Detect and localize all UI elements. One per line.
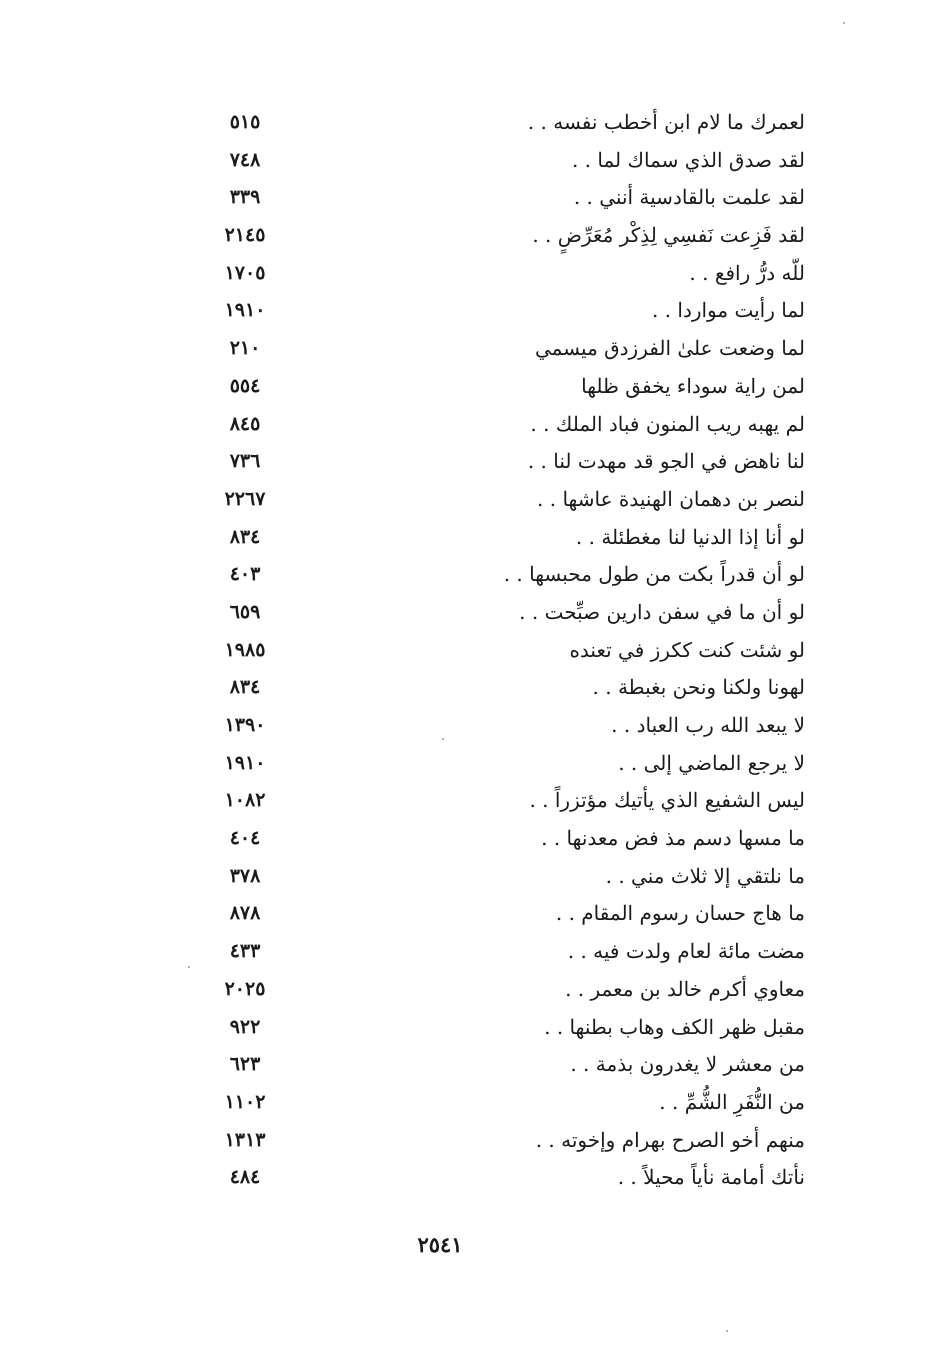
index-entry [180,292,805,330]
verse-reference-number: ٢٠٢٥ [224,977,266,1000]
index-entry [180,745,805,783]
verse-incipit: ما مسها دسم مذ فض معدنها . . [541,826,805,851]
verse-reference-number: ١٣٩٠ [224,714,266,736]
index-entry [180,895,805,933]
verse-reference-number: ٨٣٤ [229,676,261,699]
index-entry [180,820,805,858]
verse-reference-number: ١٩١٠ [224,751,266,774]
verse-reference-number: ٩٢٢ [229,1015,261,1038]
verse-incipit: لو شئت كنت ككرز في تعنده [569,637,805,662]
index-entry [180,142,805,180]
verse-incipit: ليس الشفيع الذي يأتيك مؤتزراً . . [529,788,805,813]
verse-incipit: للّه درُّ رافع . . [689,260,805,285]
verse-reference-number: ٤٣٣ [229,940,261,963]
verse-reference-number: ٥٥٤ [229,374,261,397]
index-entry [180,368,805,406]
verse-reference-number: ٨٧٨ [229,902,261,925]
verse-reference-number: ٣٣٩ [229,186,261,209]
verse-incipit: ما هاج حسان رسوم المقام . . [555,901,805,926]
index-entry [180,556,805,594]
verse-incipit: لمن راية سوداء يخفق ظلها [581,373,805,398]
index-entry [180,594,805,632]
index-entry [180,1159,805,1197]
scan-speck [726,1330,728,1332]
verse-reference-number: ٢١٠ [229,337,261,360]
index-entry [180,104,805,142]
verse-reference-number: ١١٠٢ [224,1090,266,1113]
verse-incipit: لما رأيت مواردا . . [651,298,805,323]
index-entry [180,1009,805,1047]
index-entry [180,971,805,1009]
index-entry [180,217,805,255]
verse-reference-number: ٢١٤٥ [224,224,266,247]
verse-reference-number: ٣٧٨ [229,864,261,887]
scan-speck [843,22,845,24]
verse-incipit: معاوي أكرم خالد بن معمر . . [565,976,805,1001]
verse-reference-number: ٤٠٣ [229,563,261,586]
index-entry [180,632,805,670]
index-entry [180,1046,805,1084]
verse-reference-number: ٨٤٥ [229,412,261,435]
verse-reference-number: ٤٨٤ [229,1166,261,1189]
verse-reference-number: ٢٢٦٧ [224,487,266,510]
index-entry [180,1122,805,1160]
index-entry [180,255,805,293]
verse-incipit: منهم أخو الصرح بهرام وإخوته . . [535,1127,805,1152]
verse-incipit: مضت مائة لعام ولدت فيه . . [567,939,805,964]
index-entry [180,406,805,444]
verse-reference-number: ١٩١٠ [224,299,266,322]
index-entry [180,481,805,519]
verse-incipit: لنصر بن دهمان الهنيدة عاشها . . [537,486,805,511]
verse-reference-number: ٦٢٣ [229,1053,261,1076]
index-entry [180,669,805,707]
verse-reference-number: ٥١٥ [229,111,261,133]
verse-incipit: لقد فَزِعت نَفسِي لِذِكْر مُعَرِّضٍ . . [532,223,805,248]
verse-reference-number: ٤٠٤ [229,827,261,850]
index-entry [180,519,805,557]
verse-incipit: مقبل ظهر الكف وهاب بطنها . . [544,1014,805,1039]
index-entry [180,858,805,896]
verse-incipit: لنا ناهض في الجو قد مهدت لنا . . [527,449,805,474]
verse-incipit: لو أن قدراً بكت من طول محبسها . . [503,562,805,587]
verse-incipit: لا يرجع الماضي إلى . . [618,750,805,775]
verse-incipit: لقد علمت بالقادسية أنني . . [573,185,805,210]
verse-reference-number: ٧٣٦ [229,450,261,473]
scan-speck [188,966,190,968]
verse-reference-number: ١٠٨٢ [224,789,266,812]
verse-incipit: من النُّفَرِ الشُّمِّ . . [659,1089,805,1114]
verse-incipit: ما نلتقي إلا ثلاث مني . . [605,863,805,888]
verse-incipit: لقد صدق الذي سماك لما . . [571,147,805,172]
verse-incipit: من معشر لا يغدرون بذمة . . [570,1052,805,1077]
verse-incipit: لا يبعد الله رب العباد . . [611,713,805,737]
verse-incipit: لعمرك ما لام ابن أخطب نفسه . . [527,110,805,134]
verse-incipit: لم يهبه ريب المنون فباد الملك . . [530,411,805,436]
verse-reference-number: ٦٥٩ [229,600,261,623]
verse-incipit: نأتك أمامة نأياً محيلاً . . [617,1165,805,1190]
verse-incipit: لو أن ما في سفن دارين صبِّحت . . [519,599,805,624]
verse-incipit: لما وضعت علىٰ الفرزدق ميسمي [534,336,805,361]
verse-reference-number: ١٧٠٥ [224,261,266,284]
scan-speck [442,738,444,740]
verse-reference-number: ٨٣٤ [229,525,261,548]
verse-reference-number: ١٩٨٥ [224,638,266,661]
verse-index-list [180,104,805,1197]
index-entry [180,933,805,971]
verse-reference-number: ٧٤٨ [229,148,261,171]
index-entry [180,1084,805,1122]
index-entry [180,782,805,820]
index-entry [180,179,805,217]
page-number: ٢٥٤١ [417,1232,463,1257]
index-entry [180,443,805,481]
verse-incipit: لو أنا إذا الدنيا لنا مغطئلة . . [575,524,805,549]
index-entry [180,330,805,368]
verse-incipit: لهونا ولكنا ونحن بغبطة . . [592,675,805,700]
index-entry [180,707,805,745]
verse-reference-number: ١٣١٣ [224,1128,266,1151]
